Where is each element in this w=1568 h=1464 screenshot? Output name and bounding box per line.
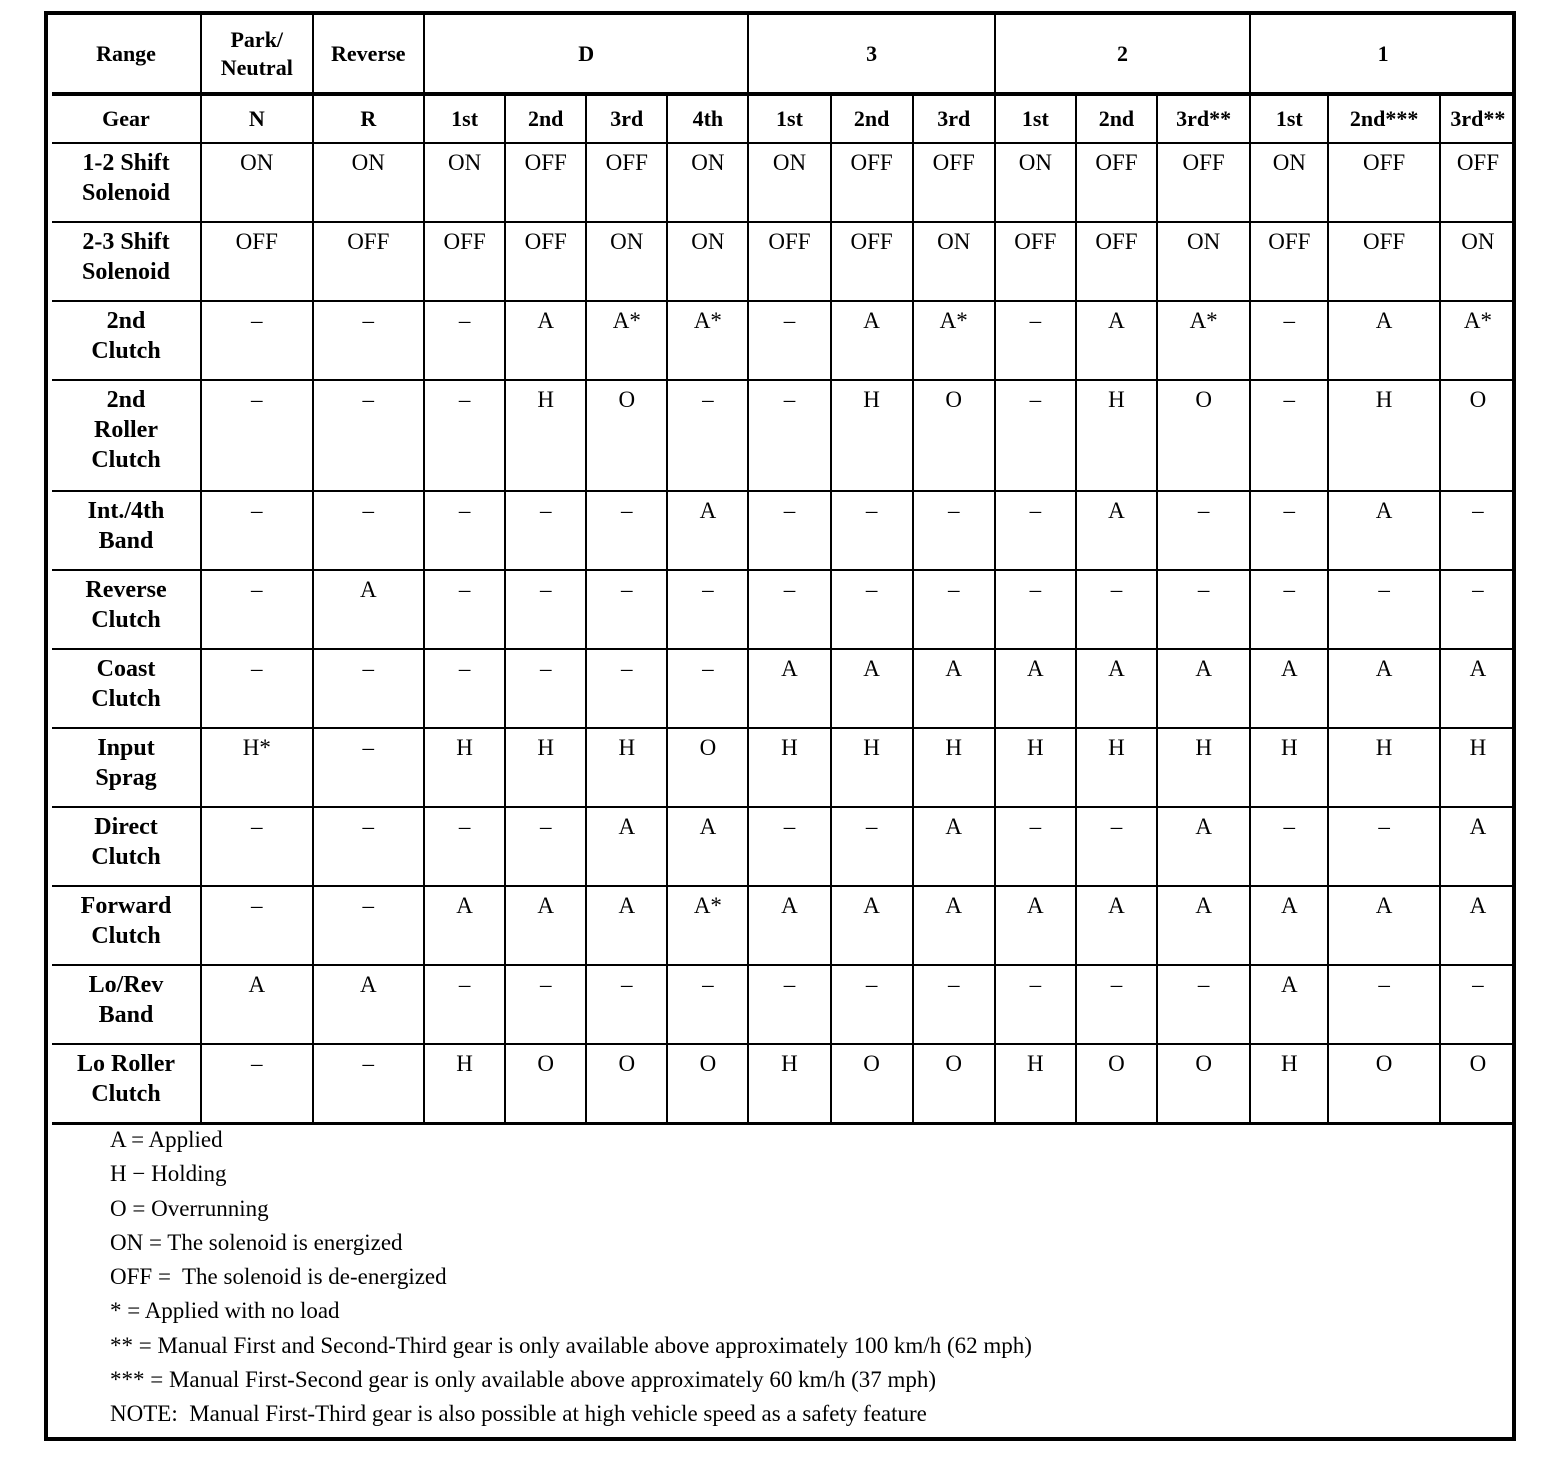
table-cell: – — [1250, 301, 1328, 380]
table-row — [52, 886, 1515, 965]
table-cell: – — [586, 649, 667, 728]
table-cell: – — [313, 728, 425, 807]
table-cell: A — [1157, 649, 1250, 728]
table-cell: – — [913, 491, 995, 570]
table-cell: O — [1157, 380, 1250, 491]
table-cell: ON — [1250, 143, 1328, 222]
table-cell: OFF — [586, 143, 667, 222]
table-cell: – — [505, 649, 586, 728]
table-cell: H — [424, 728, 505, 807]
table-cell: A — [1328, 491, 1440, 570]
table-cell: – — [667, 570, 748, 649]
table-cell: OFF — [1328, 222, 1440, 301]
table-cell: – — [424, 965, 505, 1044]
legend-item: *** = Manual First-Second gear is only available above approximately 60 km/h (37 mph) — [110, 1367, 937, 1393]
table-cell: A — [313, 570, 425, 649]
table-cell: O — [586, 380, 667, 491]
table-cell: A — [1157, 886, 1250, 965]
table-cell: – — [505, 491, 586, 570]
table-cell: – — [313, 807, 425, 886]
table-cell: – — [424, 380, 505, 491]
gear-header-cell: 1st — [995, 94, 1076, 143]
table-cell: A* — [1157, 301, 1250, 380]
table-cell: – — [1157, 491, 1250, 570]
table-cell: – — [995, 301, 1076, 380]
table-cell: OFF — [505, 143, 586, 222]
table-cell: – — [201, 301, 313, 380]
table-cell: – — [995, 491, 1076, 570]
table-row — [52, 807, 1515, 886]
table-cell: H — [1076, 728, 1157, 807]
table-cell: – — [748, 301, 830, 380]
table-cell: ON — [1157, 222, 1250, 301]
table-cell: O — [586, 1044, 667, 1123]
table-row — [52, 380, 1515, 491]
table-cell: A — [667, 807, 748, 886]
table-cell: – — [995, 965, 1076, 1044]
table-cell: H — [913, 728, 995, 807]
gear-header-cell: 3rd — [913, 94, 995, 143]
table-cell: OFF — [1250, 222, 1328, 301]
gear-header-row — [52, 94, 1515, 143]
range-header-cell: D — [424, 15, 748, 94]
clutch-application-table — [52, 15, 1515, 1125]
table-row — [52, 222, 1515, 301]
table-cell: A — [201, 965, 313, 1044]
table-cell: ON — [1440, 222, 1515, 301]
table-cell: A — [913, 649, 995, 728]
table-cell: – — [667, 649, 748, 728]
table-cell: A — [424, 886, 505, 965]
table-cell: H — [1157, 728, 1250, 807]
table-cell: A — [667, 491, 748, 570]
gear-header-cell: 3rd** — [1440, 94, 1515, 143]
table-cell: – — [1250, 380, 1328, 491]
table-cell: A — [1440, 807, 1515, 886]
table-cell: H — [1328, 728, 1440, 807]
table-cell: A — [1328, 886, 1440, 965]
table-cell: A — [1440, 886, 1515, 965]
table-cell: A — [1328, 649, 1440, 728]
table-cell: OFF — [831, 143, 913, 222]
table-cell: – — [748, 491, 830, 570]
table-cell: A — [748, 649, 830, 728]
table-row — [52, 143, 1515, 222]
row-label: Int./4th Band — [52, 491, 201, 570]
table-cell: OFF — [1076, 143, 1157, 222]
gear-header-cell: R — [313, 94, 425, 143]
table-cell: – — [748, 380, 830, 491]
table-cell: – — [201, 570, 313, 649]
table-cell: ON — [748, 143, 830, 222]
table-cell: – — [1440, 965, 1515, 1044]
table-row — [52, 728, 1515, 807]
legend — [110, 1123, 1032, 1432]
table-cell: A — [831, 649, 913, 728]
legend-item: ** = Manual First and Second-Third gear is only available above approximately 100 km/h (62 mph) — [110, 1332, 1032, 1358]
table-cell: OFF — [1076, 222, 1157, 301]
table-cell: OFF — [201, 222, 313, 301]
table-cell: – — [1076, 807, 1157, 886]
table-cell: H — [424, 1044, 505, 1123]
legend-item: NOTE: Manual First-Third gear is also possible at high vehicle speed as a safety feature — [110, 1401, 927, 1427]
gear-header-cell: N — [201, 94, 313, 143]
table-cell: ON — [313, 143, 425, 222]
table-cell: H — [1250, 1044, 1328, 1123]
gear-header-cell: 1st — [1250, 94, 1328, 143]
table-cell: – — [995, 570, 1076, 649]
table-cell: – — [586, 570, 667, 649]
row-label: 2nd Roller Clutch — [52, 380, 201, 491]
row-label: Forward Clutch — [52, 886, 201, 965]
table-cell: – — [748, 570, 830, 649]
table-cell: A — [586, 886, 667, 965]
table-cell: – — [831, 491, 913, 570]
table-cell: – — [913, 570, 995, 649]
table-cell: A — [1157, 807, 1250, 886]
table-cell: H — [1328, 380, 1440, 491]
table-cell: A — [1250, 886, 1328, 965]
table-cell: A — [1076, 301, 1157, 380]
table-cell: ON — [913, 222, 995, 301]
legend-item: * = Applied with no load — [110, 1298, 340, 1324]
table-cell: A — [313, 965, 425, 1044]
table-cell: – — [505, 965, 586, 1044]
table-cell: – — [313, 301, 425, 380]
table-cell: – — [1076, 570, 1157, 649]
table-row — [52, 491, 1515, 570]
table-cell: – — [913, 965, 995, 1044]
table-cell: O — [913, 380, 995, 491]
table-cell: – — [424, 649, 505, 728]
table-cell: – — [424, 570, 505, 649]
table-cell: H — [831, 728, 913, 807]
table-cell: H — [505, 728, 586, 807]
table-cell: – — [313, 380, 425, 491]
table-cell: – — [424, 807, 505, 886]
row-label: Coast Clutch — [52, 649, 201, 728]
table-cell: OFF — [1328, 143, 1440, 222]
table-cell: – — [313, 491, 425, 570]
table-cell: A — [913, 886, 995, 965]
table-cell: A — [1076, 491, 1157, 570]
table-cell: – — [1328, 807, 1440, 886]
table-cell: – — [586, 965, 667, 1044]
table-cell: H — [995, 728, 1076, 807]
table-cell: – — [201, 1044, 313, 1123]
table-cell: O — [1076, 1044, 1157, 1123]
table-cell: A — [913, 807, 995, 886]
gear-header-cell: 2nd — [1076, 94, 1157, 143]
table-cell: ON — [424, 143, 505, 222]
table-cell: H — [505, 380, 586, 491]
range-header-row — [52, 15, 1515, 94]
table-row — [52, 649, 1515, 728]
table-cell: ON — [667, 143, 748, 222]
range-header-cell: Reverse — [313, 15, 425, 94]
row-label: Reverse Clutch — [52, 570, 201, 649]
table-cell: – — [424, 301, 505, 380]
table-row — [52, 301, 1515, 380]
table-cell: ON — [586, 222, 667, 301]
table-cell: OFF — [313, 222, 425, 301]
table-cell: A* — [667, 886, 748, 965]
table-cell: H — [1076, 380, 1157, 491]
table-cell: ON — [995, 143, 1076, 222]
table-cell: – — [667, 380, 748, 491]
gear-header-cell: 1st — [748, 94, 830, 143]
table-cell: – — [1440, 570, 1515, 649]
table-cell: – — [1250, 570, 1328, 649]
table-cell: A — [586, 807, 667, 886]
range-header-cell: Park/ Neutral — [201, 15, 313, 94]
gear-header-cell: 2nd — [831, 94, 913, 143]
legend-item: A = Applied — [110, 1127, 223, 1152]
table-cell: – — [748, 807, 830, 886]
legend-item: H − Holding — [110, 1161, 227, 1187]
table-cell: A* — [667, 301, 748, 380]
table-cell: – — [995, 380, 1076, 491]
table-cell: – — [201, 886, 313, 965]
table-cell: OFF — [424, 222, 505, 301]
table-cell: – — [1157, 570, 1250, 649]
legend-item: ON = The solenoid is energized — [110, 1229, 403, 1255]
table-cell: O — [667, 728, 748, 807]
table-cell: – — [1328, 965, 1440, 1044]
table-cell: – — [1328, 570, 1440, 649]
table-cell: H — [1250, 728, 1328, 807]
table-cell: A — [831, 886, 913, 965]
table-cell: – — [831, 965, 913, 1044]
table-cell: – — [1440, 491, 1515, 570]
row-label: Lo Roller Clutch — [52, 1044, 201, 1123]
table-cell: O — [913, 1044, 995, 1123]
table-cell: O — [1440, 1044, 1515, 1123]
row-label: Lo/Rev Band — [52, 965, 201, 1044]
range-header-cell: 3 — [748, 15, 994, 94]
table-cell: A — [1328, 301, 1440, 380]
table-cell: A — [995, 886, 1076, 965]
table-row — [52, 965, 1515, 1044]
table-row — [52, 1044, 1515, 1123]
table-cell: O — [1157, 1044, 1250, 1123]
table-cell: H* — [201, 728, 313, 807]
gear-header-cell: 3rd — [586, 94, 667, 143]
legend-item: O = Overrunning — [110, 1195, 269, 1221]
table-cell: – — [313, 886, 425, 965]
row-label: 2nd Clutch — [52, 301, 201, 380]
row-label: Input Sprag — [52, 728, 201, 807]
table-cell: A* — [1440, 301, 1515, 380]
table-cell: H — [1440, 728, 1515, 807]
table-cell: OFF — [1157, 143, 1250, 222]
table-cell: A* — [586, 301, 667, 380]
table-cell: OFF — [995, 222, 1076, 301]
gear-header-cell: 2nd*** — [1328, 94, 1440, 143]
gear-header-cell: 4th — [667, 94, 748, 143]
table-cell: A* — [913, 301, 995, 380]
table-cell: A — [1250, 965, 1328, 1044]
table-cell: – — [313, 649, 425, 728]
table-cell: ON — [667, 222, 748, 301]
table-cell: – — [995, 807, 1076, 886]
table-cell: – — [424, 491, 505, 570]
table-cell: O — [1440, 380, 1515, 491]
table-cell: A — [748, 886, 830, 965]
table-cell: – — [201, 491, 313, 570]
table-cell: H — [748, 1044, 830, 1123]
gear-label: Gear — [52, 94, 201, 143]
table-cell: – — [201, 380, 313, 491]
table-cell: – — [586, 491, 667, 570]
table-cell: A — [505, 886, 586, 965]
table-cell: – — [1250, 491, 1328, 570]
table-cell: – — [505, 807, 586, 886]
row-label: 2-3 Shift Solenoid — [52, 222, 201, 301]
table-cell: O — [505, 1044, 586, 1123]
table-cell: H — [995, 1044, 1076, 1123]
table-cell: – — [831, 807, 913, 886]
table-cell: OFF — [831, 222, 913, 301]
table-cell: ON — [201, 143, 313, 222]
table-cell: – — [1250, 807, 1328, 886]
table-cell: – — [201, 807, 313, 886]
table-cell: O — [667, 1044, 748, 1123]
gear-header-cell: 2nd — [505, 94, 586, 143]
table-cell: – — [831, 570, 913, 649]
table-cell: H — [748, 728, 830, 807]
table-cell: H — [586, 728, 667, 807]
table-cell: – — [748, 965, 830, 1044]
range-header-cell: 1 — [1250, 15, 1515, 94]
table-cell: O — [831, 1044, 913, 1123]
table-cell: A — [1076, 649, 1157, 728]
table-cell: – — [505, 570, 586, 649]
table-cell: A — [1440, 649, 1515, 728]
range-header-cell: 2 — [995, 15, 1250, 94]
row-label: 1-2 Shift Solenoid — [52, 143, 201, 222]
table-cell: H — [831, 380, 913, 491]
table-cell: A — [505, 301, 586, 380]
gear-header-cell: 1st — [424, 94, 505, 143]
table-cell: A — [1076, 886, 1157, 965]
table-cell: A — [831, 301, 913, 380]
table-cell: O — [1328, 1044, 1440, 1123]
range-label: Range — [52, 15, 201, 94]
table-cell: – — [1157, 965, 1250, 1044]
table-cell: OFF — [505, 222, 586, 301]
table-cell: A — [1250, 649, 1328, 728]
table-cell: OFF — [748, 222, 830, 301]
table-cell: – — [1076, 965, 1157, 1044]
table-cell: – — [313, 1044, 425, 1123]
table-cell: OFF — [913, 143, 995, 222]
table-cell: OFF — [1440, 143, 1515, 222]
shift-chart-sheet — [44, 11, 1516, 1441]
table-cell: – — [667, 965, 748, 1044]
row-label: Direct Clutch — [52, 807, 201, 886]
table-cell: – — [201, 649, 313, 728]
table-row — [52, 570, 1515, 649]
table-cell: A — [995, 649, 1076, 728]
gear-header-cell: 3rd** — [1157, 94, 1250, 143]
legend-item: OFF = The solenoid is de-energized — [110, 1264, 447, 1290]
